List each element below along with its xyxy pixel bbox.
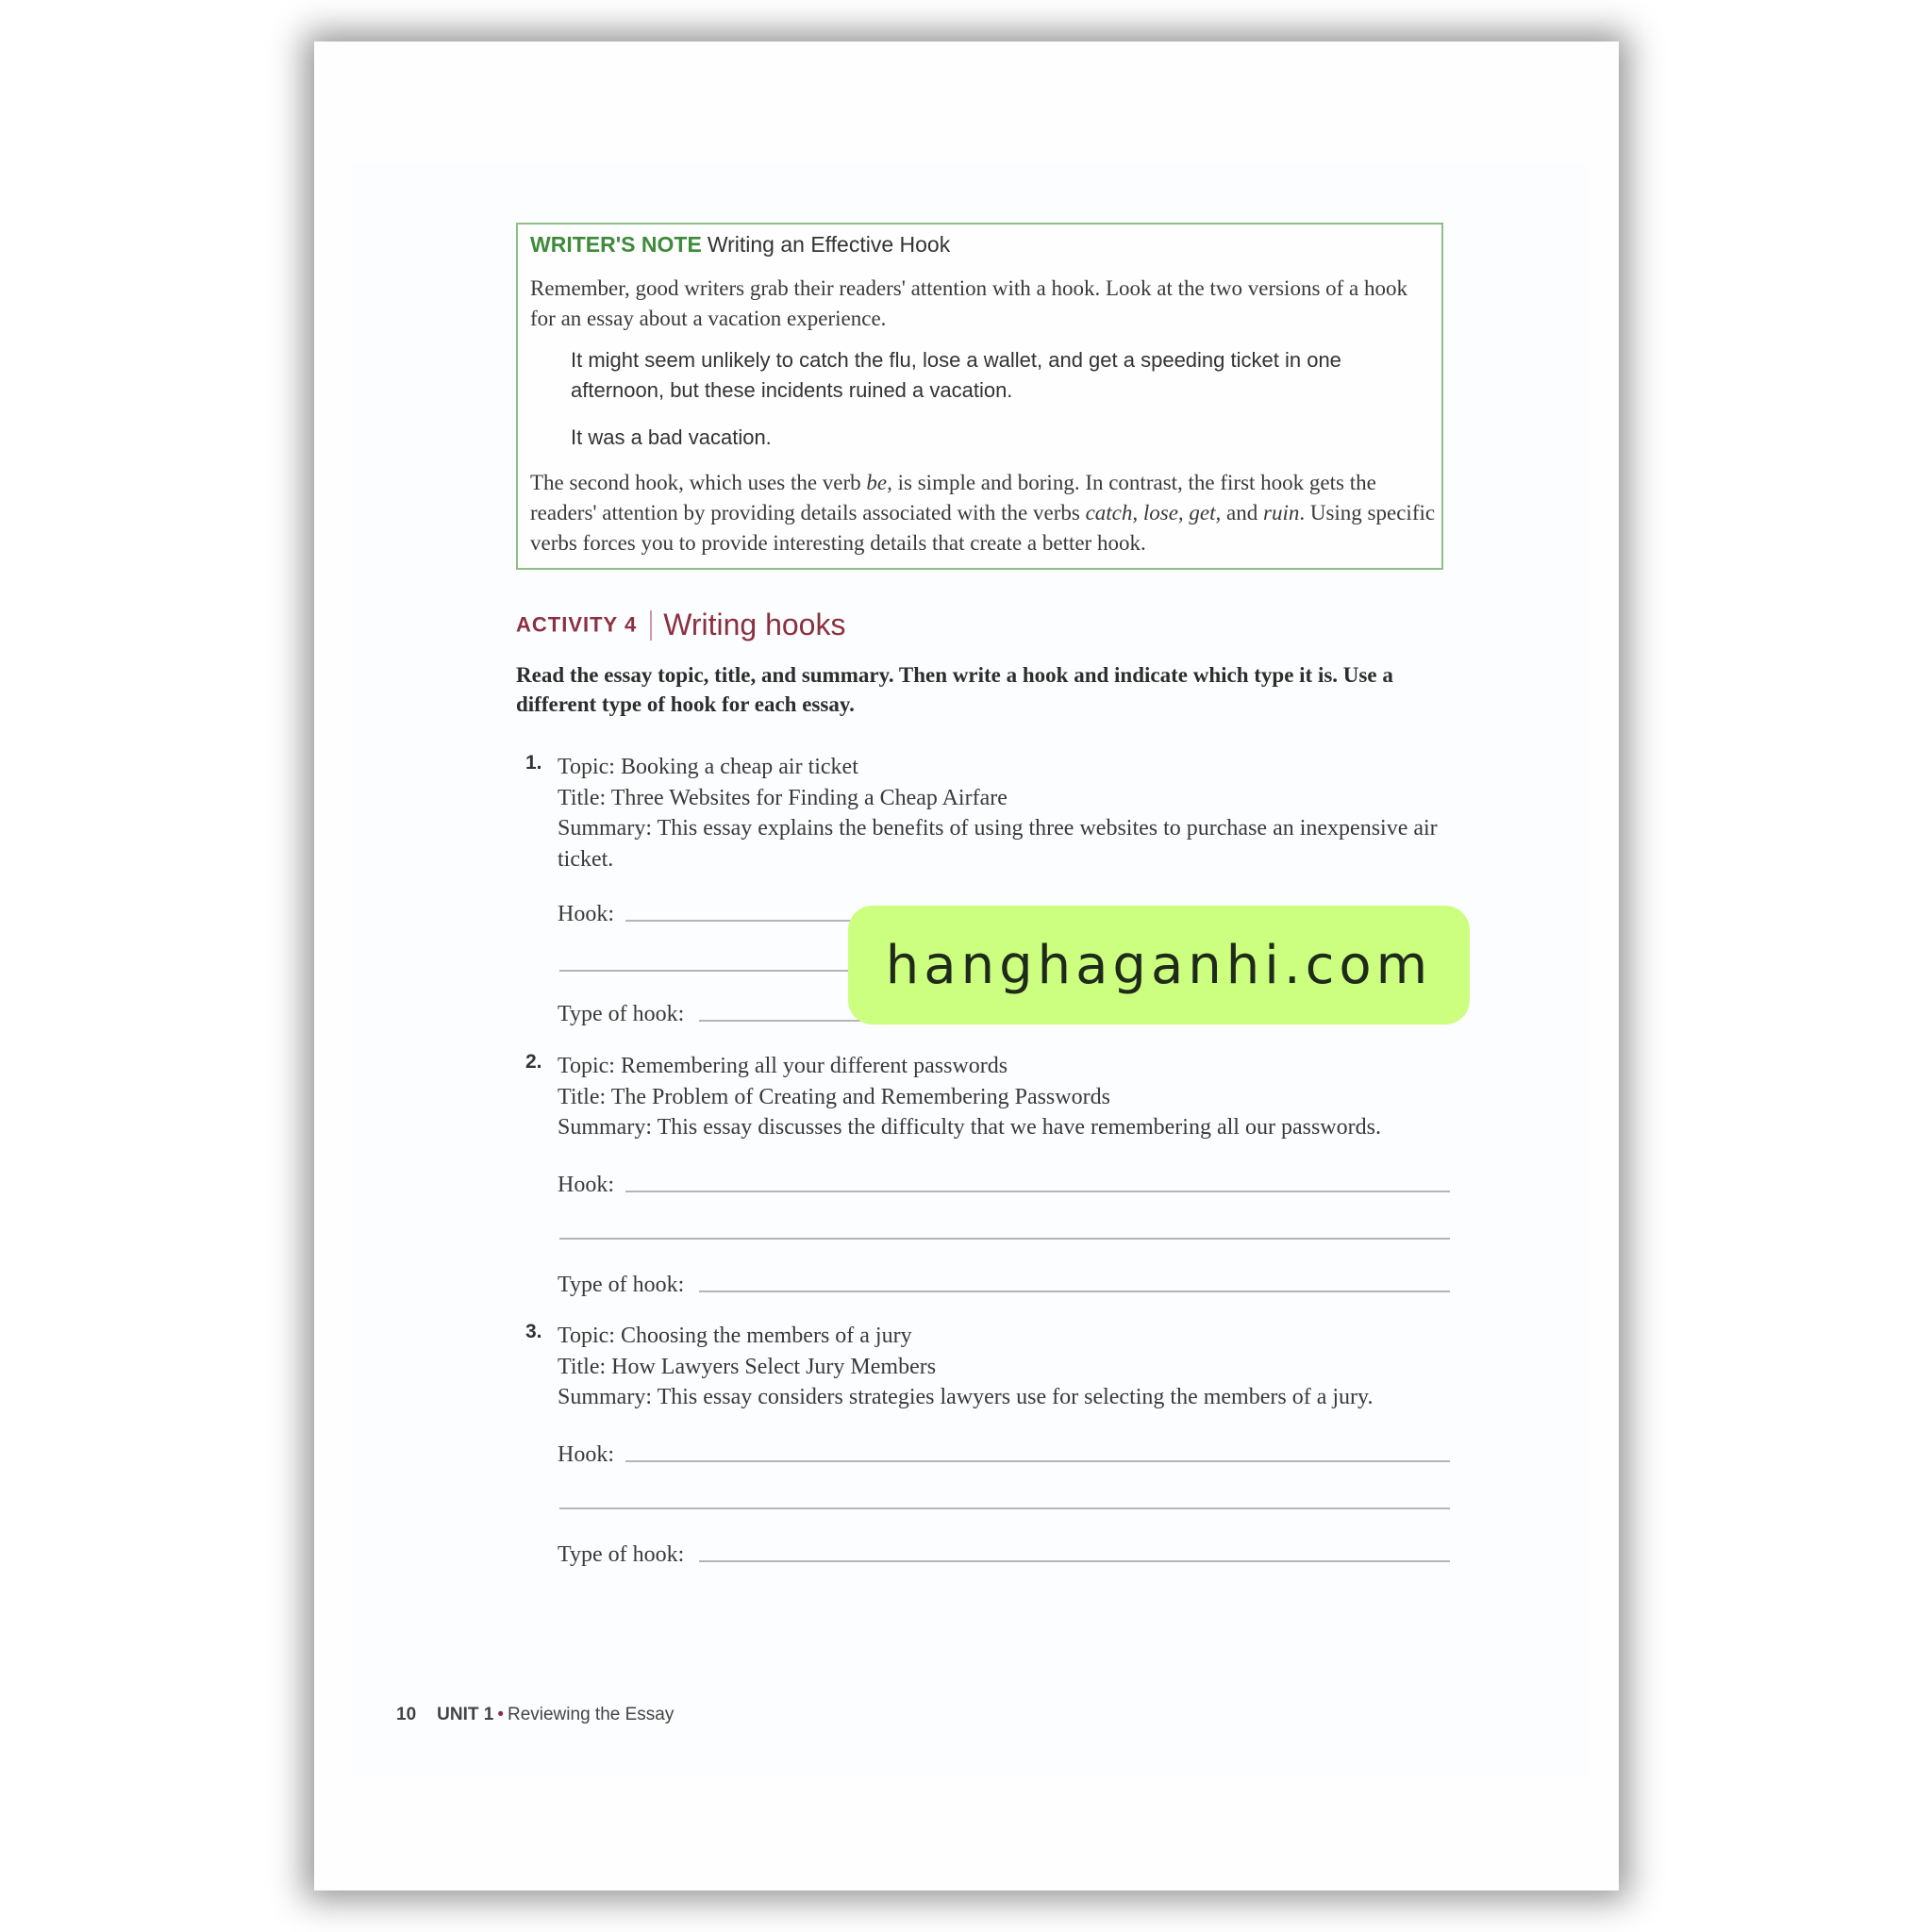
item-details [558, 752, 1444, 874]
hook-answer-line-2[interactable] [559, 1238, 1450, 1240]
item-number: 3. [525, 1321, 542, 1342]
activity-divider [650, 610, 652, 641]
item-summary: Summary: This essay explains the benefits of using three websites to purchase an inexpensive air ticket. [558, 816, 1438, 872]
explanation-verb-be: be, [866, 471, 892, 494]
hook-label: Hook: [558, 1442, 614, 1467]
activity-title: Writing hooks [663, 608, 846, 641]
watermark-banner: hanghaganhi.com [848, 906, 1470, 1024]
hook-answer-line[interactable] [625, 1460, 1450, 1462]
item-number: 2. [525, 1051, 542, 1073]
writers-note-tag: WRITER'S NOTE [530, 232, 702, 257]
hook-example-2: It was a bad vacation. [571, 425, 772, 449]
explanation-text: The second hook, which uses the verb [530, 471, 867, 494]
writers-note-heading: Writing an Effective Hook [707, 232, 951, 257]
type-of-hook-answer-line[interactable] [699, 1560, 1450, 1562]
hook-label: Hook: [558, 902, 614, 926]
hook-answer-row [558, 1164, 1450, 1198]
item-details [558, 1051, 1444, 1143]
item-number: 1. [525, 752, 542, 774]
item-summary: Summary: This essay discusses the difficulty that we have remembering all our passwords. [558, 1115, 1381, 1140]
explanation-text: . Using specific verbs forces you to provide interesting details that create a better hook. [530, 501, 1436, 555]
explanation-text: is simple and boring. In contrast, the first hook gets the readers' attention by providing details associated with the verbs [530, 471, 1376, 525]
hook-answer-row [558, 1434, 1450, 1468]
item-topic: Topic: Booking a cheap air ticket [558, 755, 858, 779]
writers-note-explanation [530, 468, 1436, 558]
activity-instructions: Read the essay topic, title, and summary. Then write a hook and indicate which type it is. Use a different type of hook for each essay. [516, 663, 1393, 716]
writers-note-intro: Remember, good writers grab their readers' attention with a hook. Look at the two versions of a hook for an essay about a vacation experience. [530, 276, 1408, 330]
item-topic: Topic: Choosing the members of a jury [558, 1324, 912, 1348]
type-answer-row [558, 1534, 1450, 1568]
type-of-hook-label: Type of hook: [558, 1273, 685, 1297]
hook-answer-line[interactable] [625, 1191, 1450, 1192]
explanation-verb-ruin: ruin [1263, 501, 1300, 525]
type-answer-row [558, 1264, 1450, 1298]
footer-separator: • [497, 1705, 504, 1724]
item-summary: Summary: This essay considers strategies lawyers use for selecting the members of a jury. [558, 1385, 1374, 1409]
page-footer [396, 1705, 674, 1725]
activity-header [516, 608, 845, 642]
explanation-verbs: catch, lose, get, [1085, 501, 1222, 525]
item-topic: Topic: Remembering all your different passwords [558, 1054, 1008, 1078]
activity-label: ACTIVITY 4 [516, 612, 638, 637]
item-title: Title: Three Websites for Finding a Cheap Airfare [558, 785, 1008, 810]
writers-note-box [516, 223, 1443, 570]
footer-section: Reviewing the Essay [507, 1705, 675, 1724]
item-title: Title: The Problem of Creating and Remembering Passwords [558, 1084, 1110, 1109]
footer-unit: UNIT 1 [437, 1705, 494, 1724]
type-of-hook-label: Type of hook: [558, 1002, 685, 1026]
item-title: Title: How Lawyers Select Jury Members [558, 1354, 937, 1379]
item-details [558, 1321, 1444, 1413]
type-of-hook-answer-line[interactable] [699, 1291, 1450, 1292]
writers-note-title [530, 232, 950, 258]
hook-answer-line-2[interactable] [559, 1507, 1450, 1509]
hook-example-1: It might seem unlikely to catch the flu, lose a wallet, and get a speeding ticket in one afternoon, but these incidents ruined a vacation. [571, 348, 1341, 402]
page-number: 10 [396, 1705, 417, 1724]
explanation-text: and [1221, 501, 1264, 525]
type-of-hook-label: Type of hook: [558, 1542, 685, 1567]
hook-label: Hook: [558, 1173, 614, 1197]
